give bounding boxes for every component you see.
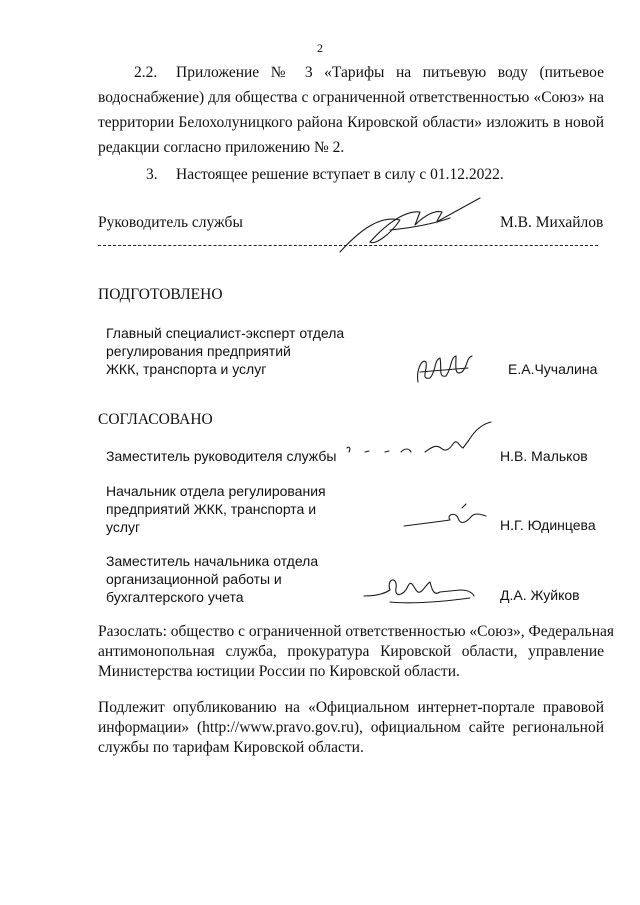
prepared-signature-image (410, 352, 480, 390)
item-2-2-line-1: Приложение № 3 «Тарифы на питьевую воду (питьевое (176, 64, 604, 81)
publication-line-2: информации» (http://www.pravo.gov.ru), официальном сайте региональной (98, 719, 604, 736)
distribution-line-1: Разослать: общество с ограниченной ответственностью «Союз», Федеральная (98, 623, 615, 640)
distribution-line-3: Министерства юстиции России по Кировской области. (98, 663, 460, 680)
approved-3-position-line-1: Заместитель начальника отдела (106, 553, 319, 569)
prepared-position-line-2: регулирования предприятий (106, 343, 291, 359)
approved-1-signature-image (345, 418, 495, 468)
head-signature-image (330, 190, 490, 260)
item-2-2-number: 2.2. (134, 64, 158, 81)
page-number: 2 (317, 41, 323, 55)
publication-line-3: службы по тарифам Кировской области. (98, 739, 364, 756)
approved-3-signature-image (360, 570, 480, 612)
approved-2-name: Н.Г. Юдинцева (500, 517, 596, 533)
head-position: Руководитель службы (98, 214, 243, 231)
prepared-position-line-3: ЖКК, транспорта и услуг (106, 361, 267, 377)
approved-2-position-line-3: услуг (106, 519, 141, 535)
approved-2-position-line-1: Начальник отдела регулирования (106, 483, 326, 499)
prepared-name: Е.А.Чучалина (508, 361, 598, 377)
head-name: М.В. Михайлов (500, 214, 604, 231)
item-3-text: Настоящее решение вступает в силу с 01.12.2022. (176, 166, 504, 183)
item-2-2-line-4: редакции согласно приложению № 2. (98, 139, 345, 156)
prepared-heading: ПОДГОТОВЛЕНО (98, 286, 223, 303)
approved-2-signature-image (400, 504, 490, 534)
approved-1-name: Н.В. Мальков (500, 448, 588, 464)
approved-3-position-line-3: бухгалтерского учета (106, 589, 244, 605)
approved-3-position-line-2: организационной работы и (106, 571, 282, 587)
approved-3-name: Д.А. Жуйков (500, 587, 580, 603)
approved-1-position-line-1: Заместитель руководителя службы (106, 448, 337, 464)
distribution-line-2: антимонопольная служба, прокуратура Кировской области, управление (98, 643, 604, 660)
approved-heading: СОГЛАСОВАНО (98, 411, 213, 428)
prepared-position-line-1: Главный специалист-эксперт отдела (106, 325, 345, 341)
item-3-number: 3. (146, 166, 158, 183)
item-2-2-line-3: территории Белохолуницкого района Кировской области» изложить в новой (98, 114, 604, 131)
item-2-2-line-2: водоснабжение) для общества с ограниченной ответственностью «Союз» на (98, 89, 604, 106)
approved-2-position-line-2: предприятий ЖКК, транспорта и (106, 501, 317, 517)
publication-line-1: Подлежит опубликованию на «Официальном интернет-портале правовой (98, 699, 604, 716)
